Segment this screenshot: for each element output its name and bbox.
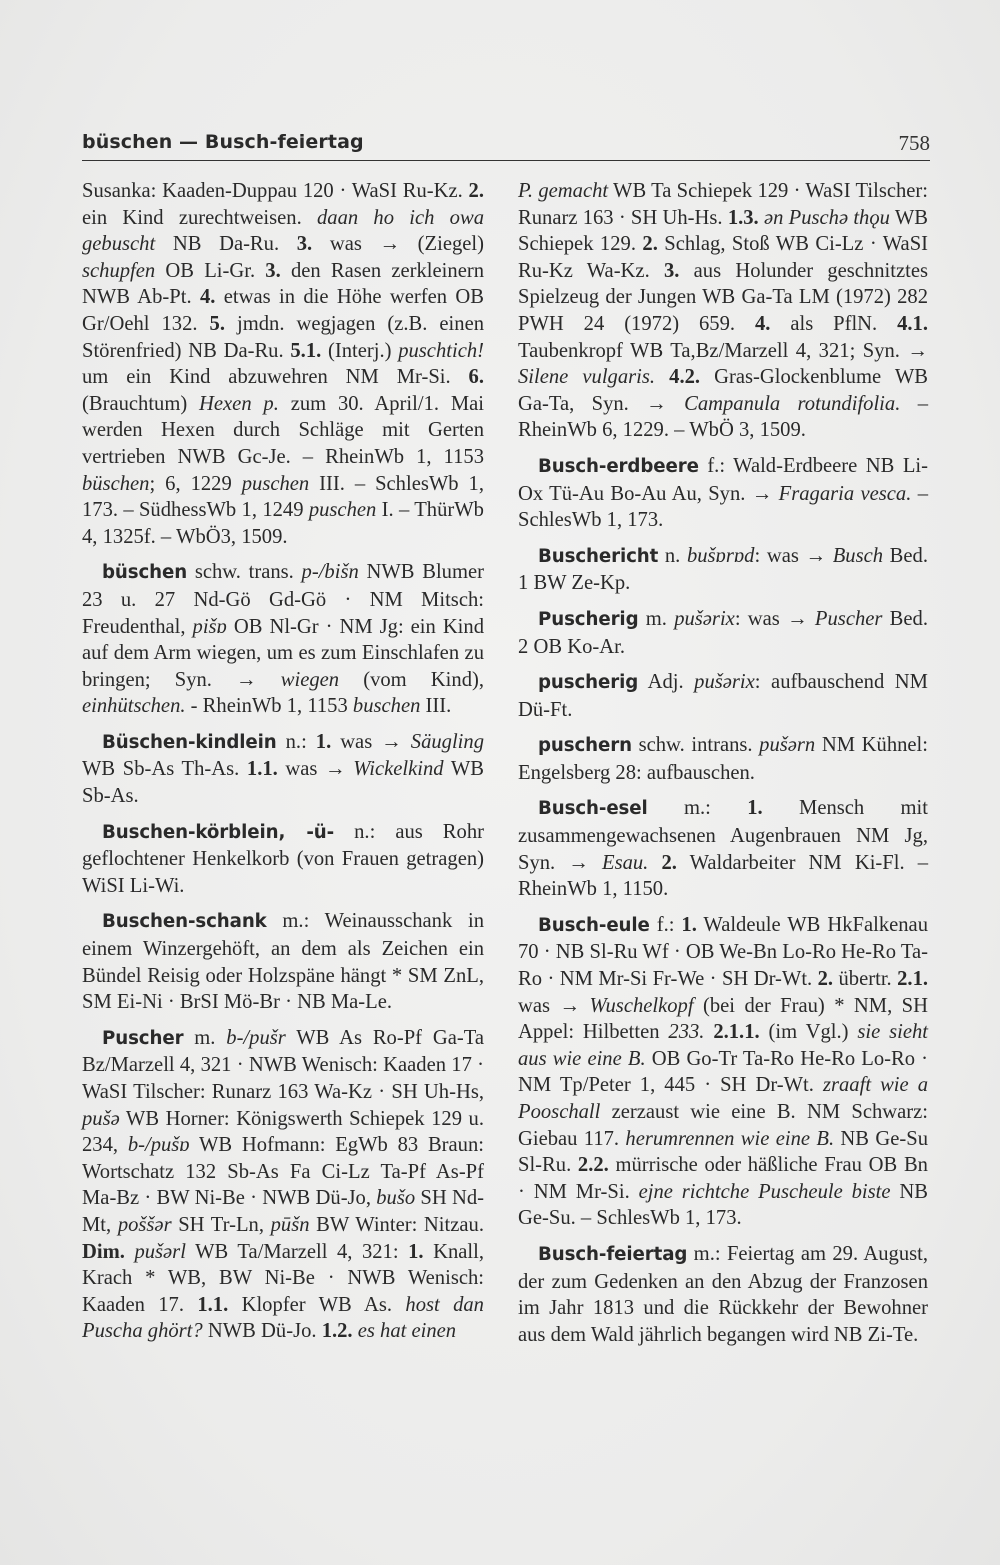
dictionary-entry (518, 453, 928, 534)
entry-body: n. bušɒrɒd: was → Busch Bed. 1 BW Ze-Kp. (518, 544, 928, 595)
entry-lemma: Puscherig (538, 608, 639, 630)
dictionary-entry (82, 178, 484, 550)
entry-lemma: Buschen-schank (102, 911, 267, 933)
entry-body: schw. trans. p-/bišn NWB Blumer 23 u. 27 Nd-Gö Gd-Gö · NM Mitsch: Freudenthal, pišɒ OB Nl-Gr · NM Jg: ein Kind auf dem Arm wiegen, um es zum Einschlafen zu bringen; Syn. → wiegen (vom Kind), einhütschen. - RheinWb 1, 1153 buschen III. (82, 561, 485, 718)
entry-lemma: Buschen-körblein, -ü- (102, 821, 335, 843)
entry-lemma: puscherig (538, 672, 639, 694)
entry-body: m.: Feiertag am 29. August, der zum Gedenken an den Abzug der Franzosen im Jahr 1813 und die Rückkehr der Bewohner aus dem Wald jährlich begangen wird NB Zi-Te. (518, 1242, 928, 1346)
dictionary-entry (82, 819, 484, 900)
entry-lemma: Büschen-kindlein (102, 731, 277, 753)
entry-body: f.: Wald-Erdbeere NB Li-Ox Tü-Au Bo-Au Au, Syn. → Fragaria vesca. – SchlesWb 1, 173. (518, 454, 928, 532)
dictionary-entry (518, 669, 928, 723)
entry-body: f.: 1. Waldeule WB HkFalkenau 70 · NB Sl-Ru Wf · OB We-Bn Lo-Ro He-Ro Ta-Ro · NM Mr-Si Fr-We · SH Dr-Wt. 2. übertr. 2.1. was → Wuschelkopf (bei der Frau) * NM, SH Appel: Hilbetten 233. 2.1.1. (im Vgl.) sie sieht aus wie eine B. OB Go-Tr Ta-Ro He-Ro Lo-Ro · NM Tp/Peter 1, 445 · SH Dr-Wt. zraaft wie a Pooschall zerzaust wie eine B. NM Schwarz: Giebau 117. herumrennen wie eine B. NB Ge-Su Sl-Ru. 2.2. mürrische oder häßliche Frau OB Bn · NM Mr-Si. ejne richtche Puscheule biste NB Ge-Su. – SchlesWb 1, 173. (518, 913, 929, 1230)
dictionary-entry (518, 795, 928, 902)
entry-lemma: Busch-eule (538, 914, 650, 936)
entry-lemma: Buschericht (538, 545, 659, 567)
entry-lemma: Puscher (102, 1027, 184, 1049)
entry-body: Susanka: Kaaden-Duppau 120 · WaSI Ru-Kz. 2. ein Kind zurechtweisen. daan ho ich owa gebuscht NB Da-Ru. 3. was → (Ziegel) schupfen OB Li-Gr. 3. den Rasen zerkleinern NWB Ab-Pt. 4. etwas in die Höhe werfen OB Gr/Oehl 132. 5. jmdn. wegjagen (z.B. einen Störenfried) NB Da-Ru. 5.1. (Interj.) puschtich! um ein Kind abzuwehren NM Mr-Si. 6. (Brauchtum) Hexen p. zum 30. April/1. Mai werden Hexen durch Schläge mit Gerten vertrieben NWB Gc-Je. – RheinWb 1, 1153 büschen; 6, 1229 puschen III. – SchlesWb 1, 173. – SüdhessWb 1, 1249 puschen I. – ThürWb 4, 1325f. – WbÖ3, 1509. (82, 180, 485, 548)
left-column (82, 178, 484, 1345)
entry-lemma: Busch-esel (538, 798, 648, 820)
dictionary-entry (518, 606, 928, 660)
entry-body: n.: aus Rohr geflochtener Henkelkorb (von Frauen getragen) WiSI Li-Wi. (82, 820, 484, 897)
entry-body: n.: 1. was → Säugling WB Sb-As Th-As. 1.1. was → Wickelkind WB Sb-As. (82, 730, 484, 808)
right-column (518, 178, 928, 1348)
entry-body: m.: 1. Mensch mit zusammengewachsenen Augenbrauen NM Jg, Syn. → Esau. 2. Waldarbeiter NM Ki-Fl. – RheinWb 1, 1150. (518, 797, 928, 901)
page-number: 758 (898, 131, 930, 155)
entry-body: Adj. pušərix: aufbauschend NM Dü-Ft. (518, 671, 928, 721)
dictionary-entry (518, 543, 928, 597)
dictionary-entry (518, 912, 928, 1232)
entry-body: m. b-/pušr WB As Ro-Pf Ga-Ta Bz/Marzell 4, 321 · NWB Wenisch: Kaaden 17 · WaSI Tilscher: Runarz 163 Wa-Kz · SH Uh-Hs, pušə WB Horner: Königswerth Schiepek 129 u. 234, b-/pušɒ WB Hofmann: EgWb 83 Braun: Wortschatz 132 Sb-As Fa Ci-Lz Ta-Pf As-Pf Ma-Bz · BW Ni-Be · NWB Dü-Jo, bušo SH Nd-Mt, poššər SH Tr-Ln, pūšn BW Winter: Nitzau. Dim. pušərl WB Ta/Marzell 4, 321: 1. Knall, Krach * WB, BW Ni-Be · NWB Wenisch: Kaaden 17. 1.1. Klopfer WB As. host dan Puscha ghört? NWB Dü-Jo. 1.2. es hat einen (82, 1026, 485, 1343)
entry-lemma: Busch-feiertag (538, 1243, 688, 1265)
entry-body: P. gemacht WB Ta Schiepek 129 · WaSI Tilscher: Runarz 163 · SH Uh-Hs. 1.3. ən Puschə thǫu WB Schiepek 129. 2. Schlag, Stoß WB Ci-Lz · WaSI Ru-Kz Wa-Kz. 3. aus Holunder geschnitztes Spielzeug der Jungen WB Ga-Ta LM (1972) 282 PWH 24 (1972) 659. 4. als PflN. 4.1. Taubenkropf WB Ta,Bz/Marzell 4, 321; Syn. → Silene vulgaris. 4.2. Gras-Glockenblume WB Ga-Ta, Syn. → Campanula rotundifolia. – RheinWb 6, 1229. – WbÖ 3, 1509. (518, 180, 929, 442)
dictionary-entry (82, 559, 484, 720)
running-header (82, 128, 930, 161)
dictionary-entry (82, 1025, 484, 1345)
dictionary-entry (82, 908, 484, 1015)
entry-body: schw. intrans. pušərn NM Kühnel: Engelsberg 28: aufbauschen. (518, 734, 928, 784)
entry-lemma: puschern (538, 735, 632, 757)
entry-body: m.: Weinausschank in einem Winzergehöft, an dem als Zeichen ein Bündel Reisig oder Holzspäne hängt * SM ZnL, SM Ei-Ni · BrSI Mö-Br · NB Ma-Le. (82, 910, 484, 1014)
dictionary-entry (518, 178, 928, 444)
entry-lemma: büschen (102, 562, 188, 584)
dictionary-entry (518, 732, 928, 786)
entry-body: m. pušərix: was → Puscher Bed. 2 OB Ko-Ar. (518, 607, 928, 658)
entry-lemma: Busch-erdbeere (538, 455, 699, 477)
dictionary-entry (518, 1241, 928, 1348)
dictionary-entry (82, 729, 484, 810)
header-title: büschen — Busch-feiertag (82, 131, 364, 153)
